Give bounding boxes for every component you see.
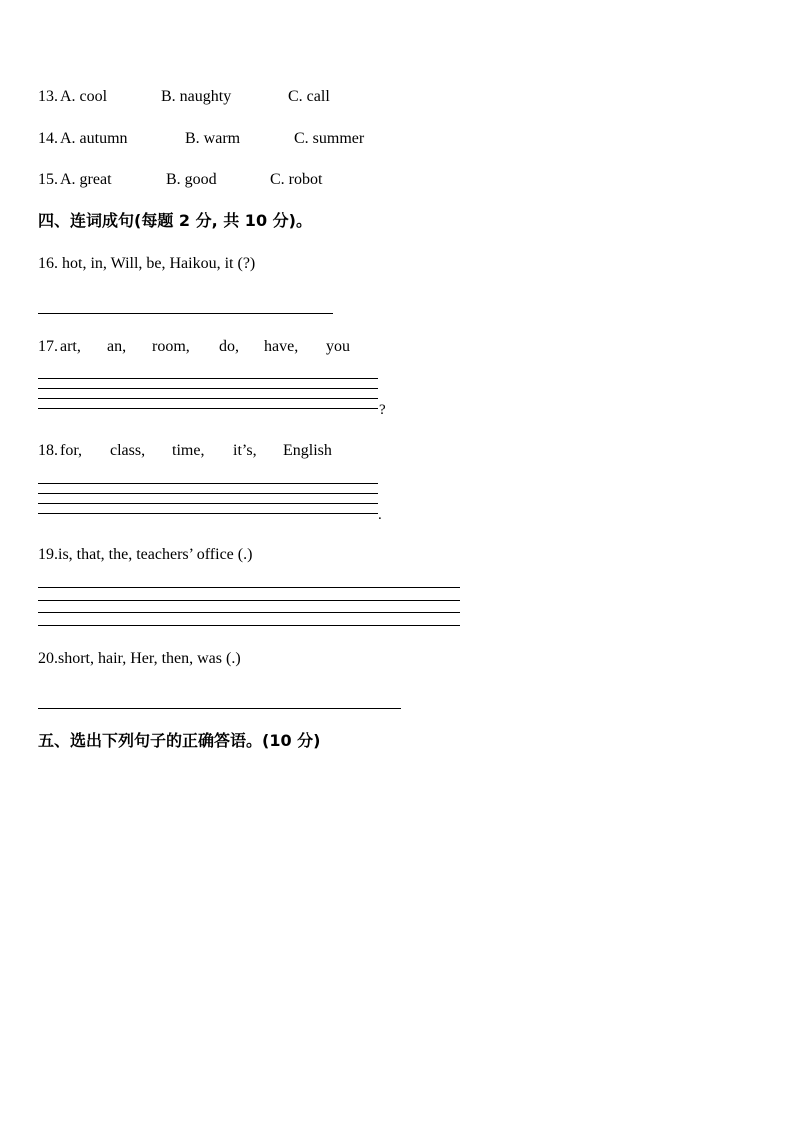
question-16: 16. hot, in, Will, be, Haikou, it (?) — [38, 255, 256, 272]
option-b: B. warm — [185, 130, 241, 147]
word-tile: art, — [60, 338, 81, 355]
section-4-heading: 四、连词成句(每题 2 分, 共 10 分)。 — [38, 211, 312, 230]
question-number: 14. — [38, 130, 58, 147]
end-punctuation: . — [378, 507, 382, 523]
question-number: 17. — [38, 338, 58, 355]
answer-line — [38, 625, 460, 626]
question-18 — [38, 441, 398, 461]
answer-line — [38, 600, 460, 601]
word-tile: for, — [60, 442, 83, 459]
answer-line — [38, 612, 460, 613]
question-20: 20.short, hair, Her, then, was (.) — [38, 650, 241, 667]
end-punctuation: ? — [379, 402, 386, 418]
question-19: 19.is, that, the, teachers’ office (.) — [38, 546, 253, 563]
option-c: C. call — [288, 88, 330, 105]
answer-line — [38, 513, 378, 514]
answer-line — [38, 503, 378, 504]
question-17 — [38, 337, 398, 357]
answer-line — [38, 408, 378, 409]
option-c: C. robot — [270, 171, 323, 188]
answer-line — [38, 398, 378, 399]
question-number: 18. — [38, 442, 58, 459]
word-tile: room, — [152, 338, 190, 355]
choice-row-13 — [38, 87, 398, 107]
answer-line — [38, 708, 401, 709]
word-tile: you — [326, 338, 350, 355]
option-a: A. autumn — [60, 130, 128, 147]
option-b: B. good — [166, 171, 217, 188]
option-b: B. naughty — [161, 88, 232, 105]
answer-line — [38, 378, 378, 379]
word-tile: do, — [219, 338, 239, 355]
option-a: A. great — [60, 171, 112, 188]
question-number: 13. — [38, 88, 58, 105]
word-tile: an, — [107, 338, 127, 355]
word-tile: it’s, — [233, 442, 257, 459]
answer-line — [38, 587, 460, 588]
word-tile: time, — [172, 442, 205, 459]
answer-line — [38, 388, 378, 389]
choice-row-15 — [38, 170, 398, 190]
option-c: C. summer — [294, 130, 365, 147]
section-5-heading: 五、选出下列句子的正确答语。(10 分) — [38, 731, 321, 750]
word-tile: have, — [264, 338, 299, 355]
question-number: 15. — [38, 171, 58, 188]
answer-line — [38, 313, 333, 314]
answer-line — [38, 483, 378, 484]
word-tile: class, — [110, 442, 146, 459]
option-a: A. cool — [60, 88, 108, 105]
choice-row-14 — [38, 129, 398, 149]
answer-line — [38, 493, 378, 494]
word-tile: English — [283, 442, 332, 459]
